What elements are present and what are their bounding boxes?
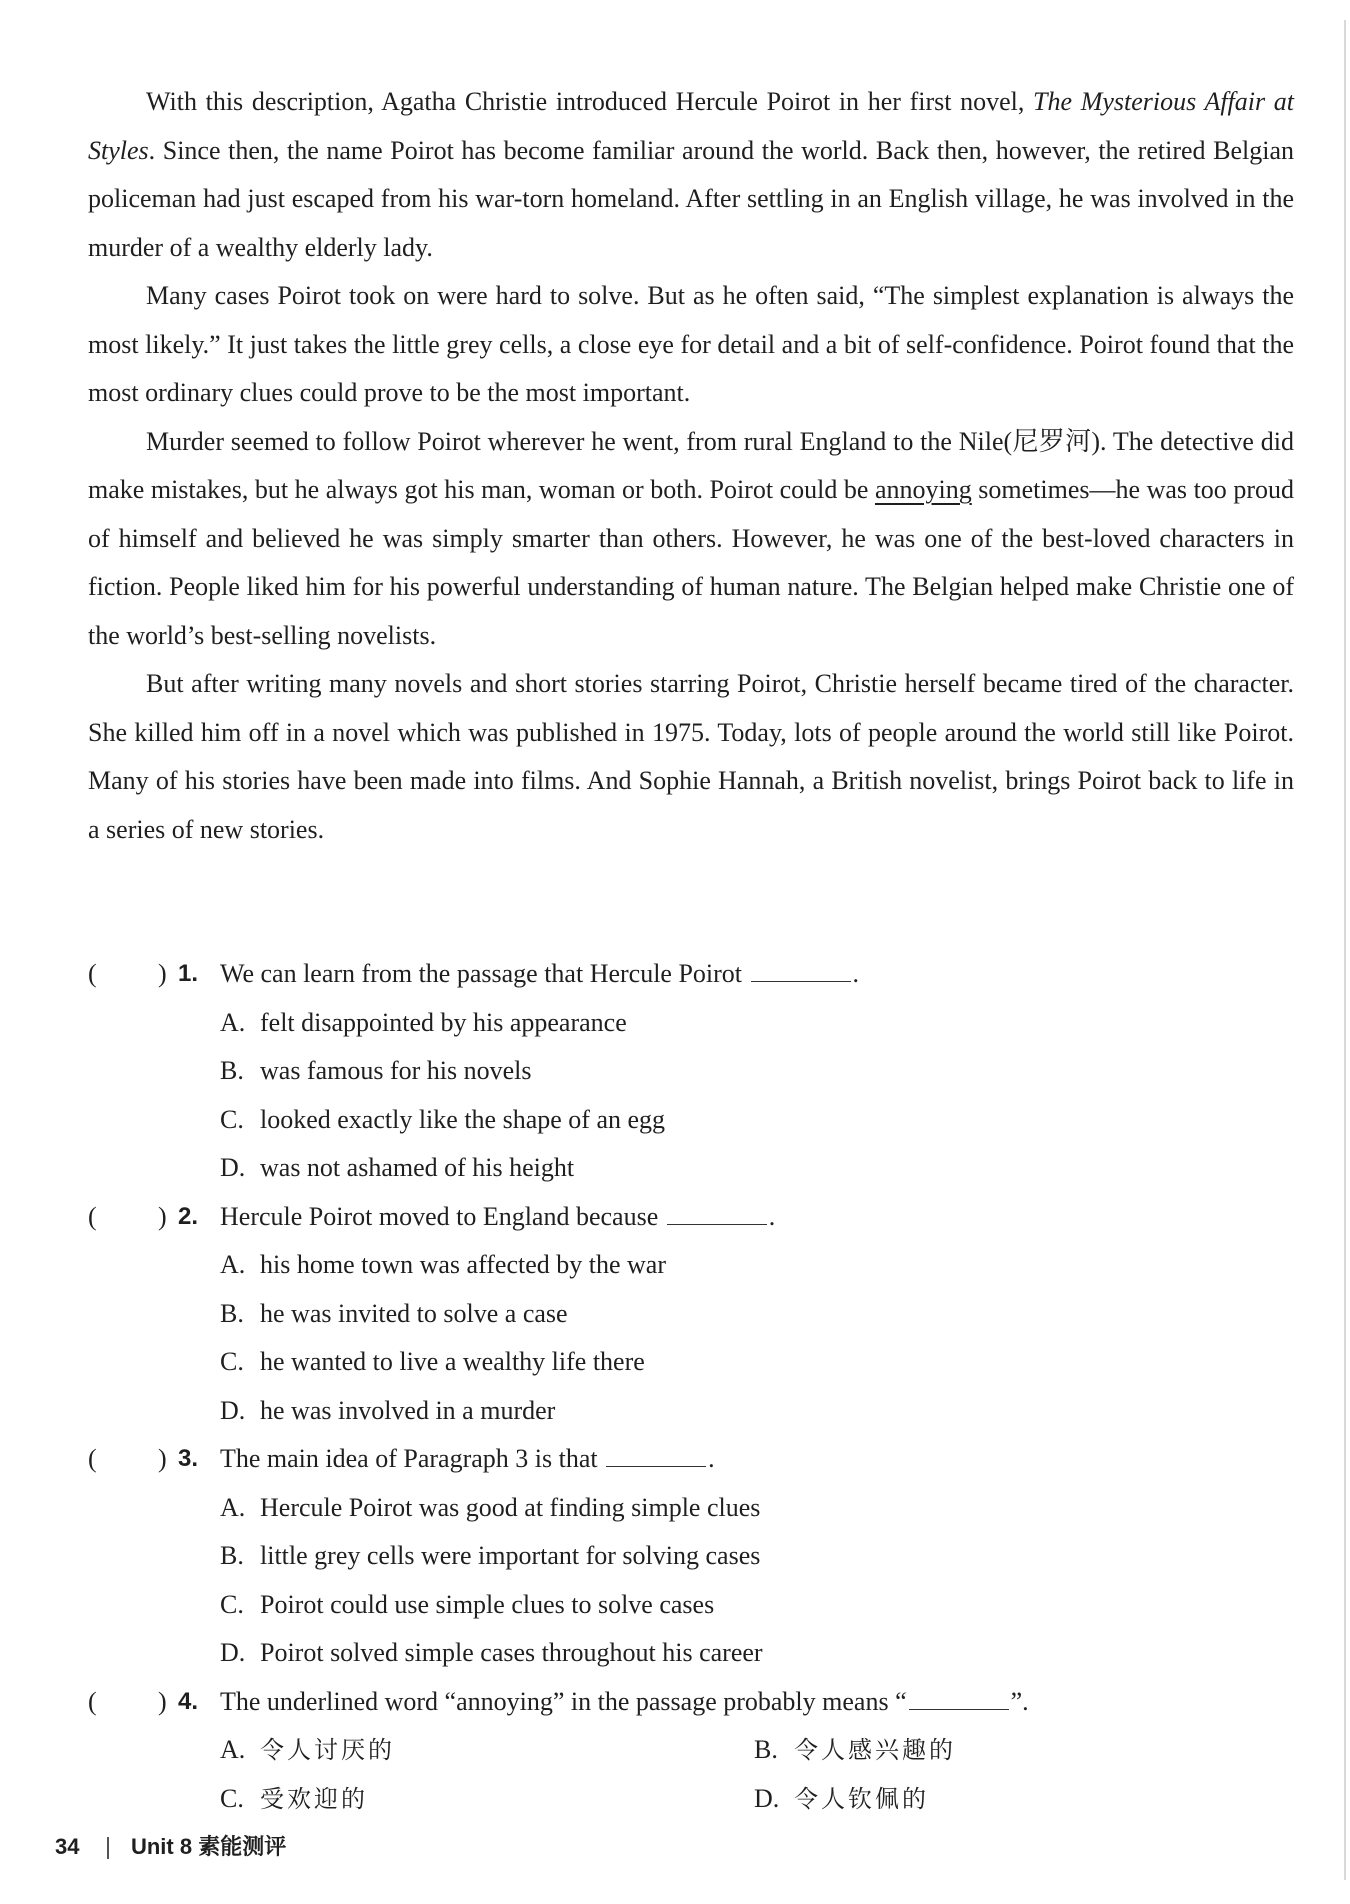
- question-stem: We can learn from the passage that Hercule Poirot .: [220, 950, 859, 999]
- paragraph-4: But after writing many novels and short stories starring Poirot, Christie herself became tired of the character. She killed him off in a novel which was published in 1975. Today, lots of people around the world still like Poirot. Many of his stories have been made into films. And Sophie Hannah, a British novelist, brings Poirot back to life in a series of new stories.: [88, 669, 1294, 844]
- option-b-letter: B.: [754, 1735, 778, 1764]
- page-edge-line: [1344, 20, 1346, 1880]
- question-number: 3.: [178, 1445, 199, 1472]
- section-label: 素能测评: [198, 1835, 287, 1860]
- option-c: C. looked exactly like the shape of an egg: [220, 1104, 666, 1134]
- option-c-text: 受欢迎的: [260, 1784, 368, 1813]
- footer-divider: [107, 1837, 109, 1859]
- option-a-letter: A.: [220, 1735, 246, 1764]
- question-list: [88, 950, 1294, 1823]
- question-stem: The main idea of Paragraph 3 is that .: [220, 1435, 715, 1484]
- option-row-cd: [88, 1775, 1294, 1824]
- page-footer: [55, 1830, 286, 1861]
- option-a-text: 令人讨厌的: [260, 1736, 395, 1764]
- answer-blank: [909, 1683, 1009, 1710]
- option-b-text: 令人感兴趣的: [794, 1736, 956, 1764]
- option-row-ab: [88, 1726, 1294, 1775]
- question-number: 2.: [178, 1202, 199, 1230]
- paragraph-2: Many cases Poirot took on were hard to solve. But as he often said, “The simplest explanation is always the most likely.” It just takes the little grey cells, a close eye for detail and a bit of self-confidence. Poirot found that the most ordinary clues could prove to be the most important.: [88, 281, 1294, 407]
- option-b: B. was famous for his novels: [220, 1056, 532, 1085]
- option-d: D. he was involved in a murder: [220, 1395, 556, 1425]
- question-3: [88, 1435, 1294, 1484]
- answer-paren-open: (: [88, 1444, 97, 1473]
- question-2: [88, 1193, 1294, 1242]
- option-a: A. Hercule Poirot was good at finding simple clues: [220, 1492, 761, 1522]
- option-d-text: 令人钦佩的: [794, 1784, 929, 1813]
- option-c: C. Poirot could use simple clues to solve cases: [220, 1589, 715, 1619]
- page-number: 34: [55, 1834, 80, 1859]
- answer-paren-open: (: [88, 959, 97, 988]
- reading-passage: [88, 78, 1294, 854]
- question-4: [88, 1678, 1294, 1727]
- answer-paren-close: ): [158, 1444, 167, 1473]
- question-stem: Hercule Poirot moved to England because .: [220, 1193, 775, 1242]
- answer-paren-close: ): [158, 959, 167, 988]
- question-1: [88, 950, 1294, 999]
- option-d: D. was not ashamed of his height: [220, 1153, 575, 1182]
- option-c-letter: C.: [220, 1783, 244, 1813]
- question-stem: The underlined word “annoying” in the passage probably means “ ”.: [220, 1678, 1029, 1727]
- answer-paren-close: ): [158, 1201, 167, 1231]
- paragraph-1: With this description, Agatha Christie introduced Hercule Poirot in her first novel, The Mysterious Affair at Styles. Since then, the name Poirot has become familiar around the world. Back then, however, the retired Belgian policeman had just escaped from his war-torn homeland. After settling in an English village, he was involved in the murder of a wealthy elderly lady.: [88, 87, 1294, 262]
- answer-blank: [751, 955, 851, 982]
- answer-paren-open: (: [88, 1686, 97, 1716]
- option-a: A. felt disappointed by his appearance: [220, 1007, 627, 1037]
- answer-blank: [667, 1198, 767, 1225]
- underlined-word: annoying: [874, 475, 972, 504]
- unit-label: Unit 8: [130, 1834, 193, 1859]
- paragraph-3: Murder seemed to follow Poirot wherever he went, from rural England to the Nile(尼罗河). The detective did make mistakes, but he always got his man, woman or both. Poirot could be annoying sometimes—he was too proud of himself and believed he was simply smarter than others. However, he was one of the best-loved characters in fiction. People liked him for his powerful understanding of human nature. The Belgian helped make Christie one of the world’s best-selling novelists.: [88, 426, 1294, 650]
- answer-paren-open: (: [88, 1201, 97, 1231]
- option-d-letter: D.: [754, 1783, 780, 1813]
- option-c: C. he wanted to live a wealthy life there: [220, 1347, 645, 1376]
- option-d: D. Poirot solved simple cases throughout his career: [220, 1638, 763, 1667]
- question-number: 1.: [178, 960, 199, 987]
- option-a: A. his home town was affected by the war: [220, 1250, 667, 1279]
- option-b: B. he was invited to solve a case: [220, 1298, 568, 1328]
- question-number: 4.: [178, 1687, 199, 1715]
- answer-paren-close: ): [158, 1686, 167, 1716]
- novel-title: The Mysterious Affair at Styles: [88, 87, 1294, 165]
- answer-blank: [606, 1440, 706, 1467]
- option-b: B. little grey cells were important for solving cases: [220, 1541, 761, 1570]
